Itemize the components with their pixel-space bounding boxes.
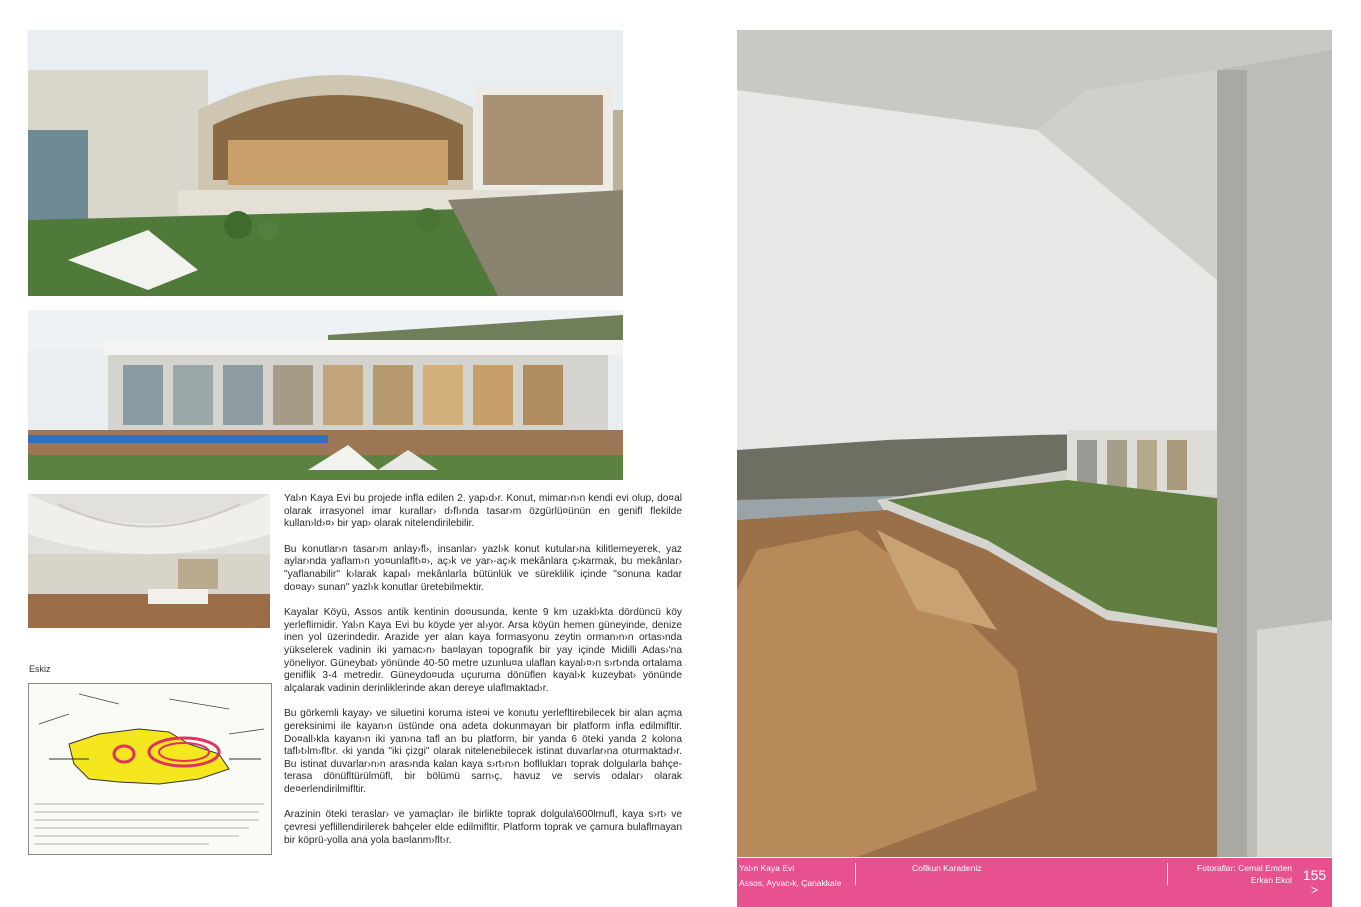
page-number: 155 bbox=[1302, 867, 1327, 883]
footer-photographers-line1: Fotoraflar: Cemal Emden bbox=[1197, 863, 1292, 873]
footer-photographers bbox=[1167, 862, 1292, 886]
footer-project bbox=[739, 862, 841, 889]
photo-interior-vault bbox=[28, 494, 270, 628]
footer-project-name: Yal›n Kaya Evi bbox=[739, 863, 795, 873]
page-number-box bbox=[1297, 858, 1332, 907]
footer-author: Coflkun Karadeniz bbox=[912, 863, 982, 873]
photo-cliff-view bbox=[737, 30, 1332, 857]
article-body bbox=[284, 493, 682, 860]
next-page-arrow-icon[interactable]: > bbox=[1310, 883, 1318, 897]
article-paragraph-1: Yal›n Kaya Evi bu projede infla edilen 2. yap›d›r. Konut, mimar›n›n kendi evi olup, do¤al olarak irrasyonel imar kurallar› d›fl›nda tasar›m özgürlü¤ünün en genifl flekilde kullan›ld›¤› bir yap› olarak nitelendirilebilir. bbox=[284, 493, 682, 530]
photo-terrace-pool bbox=[28, 310, 623, 480]
article-paragraph-5: Arazinin öteki teraslar› ve yamaçlar› ile birlikte toprak dolgula\600lmufl, kaya s›rt› ve çevresi yeflillendirilerek bahçeler elde edilmifltir. Platform toprak ve çamura bulaflmayan bir köprü-yolla ana yola ba¤lanm›flt›r. bbox=[284, 809, 682, 846]
footer-photographers-line2: Erkan Ekol bbox=[1250, 875, 1292, 885]
footer-bar bbox=[737, 858, 1297, 907]
article-paragraph-2: Bu konutlar›n tasar›m anlay›fl›, insanlar› yazl›k konut kutular›na kilitlemeyerek, yaz aylar›nda yaflam›n yo¤unlaflt›¤›, aç›k ve yar›-aç›k mekânlara ç›karmak, bu mekânlar› "yaflanabilir" k›larak kapal› mekânlarla bütünlük ve süreklilik içinde "sonuna kadar do¤ay› sunan" yazl›k konutlar üretebilmektir. bbox=[284, 543, 682, 593]
photo-vaulted-house bbox=[28, 30, 623, 296]
footer-divider-1 bbox=[855, 863, 856, 885]
sketch-drawing bbox=[28, 683, 272, 855]
sketch-label: Eskiz bbox=[29, 664, 51, 674]
footer-location: Assos, Ayvac›k, Çanakkale bbox=[739, 878, 842, 888]
article-paragraph-4: Bu görkemli kayay› ve siluetini koruma iste¤i ve konutu yerlefltirebilecek bir alan açma gereksinimi ile kayan›n üstünde ona adeta dokunmayan bir platform infla edilmifltir. Do¤all›kla kayan›n iki yan›na tafl an bu platform, bir yanda 6 öteki yanda 2 kolona tafl›t›lm›flt›r. ‹ki yanda "iki çizgi" olarak nitelenebilecek istinat duvarlar›na oturmaktad›r. Bu istinat duvarlar›n›n aras›nda kalan kaya s›rt›n›n bofllukları toprak dolgularla bahçe-terasa dönüfltürülmüfl, bir bölümü sarn›ç, havuz ve servis odalar› olarak de¤erlendirilmifltir. bbox=[284, 708, 682, 795]
article-paragraph-3: Kayalar Köyü, Assos antik kentinin do¤usunda, kente 9 km uzakl›kta dördüncü köy yerleflimidir. Yal›n Kaya Evi bu köyde yer al›yor. Arsa köyün hemen güneyinde, denize inen yol üzerindedir. Arazide yer alan kaya formasyonu zeytin orman›n›n ortas›nda yükselerek vadinin iki yamac›n› ba¤layan topografik bir yay içinde Midilli Adas›'na yöneliyor. Güneybat› yönünde 40-50 metre uzunlu¤a ulaflan kayal›¤›n s›rt›nda ortalama geniflik 3-4 metredir. Güneydo¤uda uçuruma dönüflen kayal›k kuzeybat› yönünde alçalarak vadinin derinliklerinde akan dereye ulaflmaktad›r. bbox=[284, 607, 682, 694]
